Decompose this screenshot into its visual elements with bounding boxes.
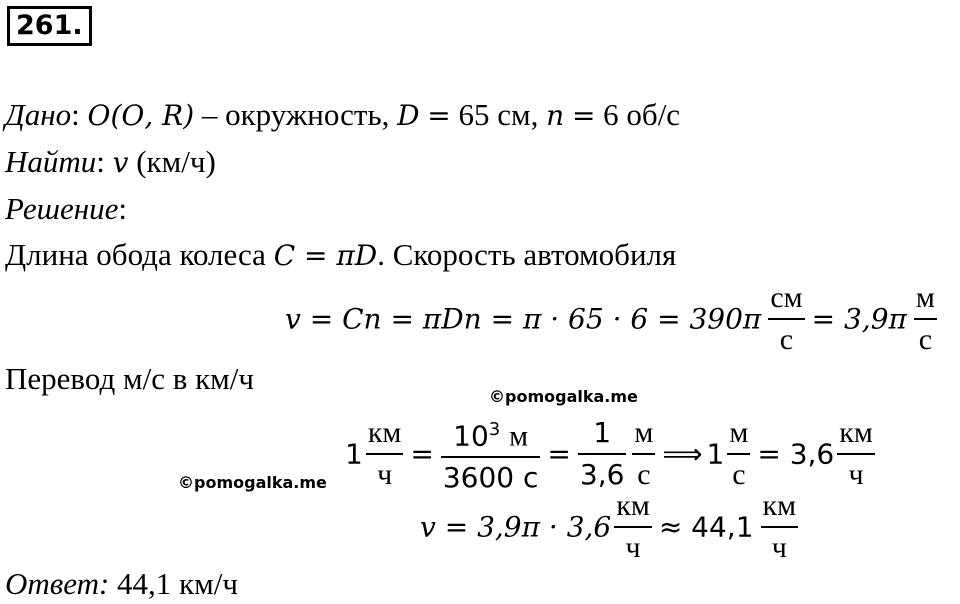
conv-km2: км (839, 416, 873, 450)
conv-fraction-m-s-2 (727, 413, 750, 495)
given-eq-2: = (571, 99, 596, 132)
given-n-value: 6 об/с (603, 97, 681, 132)
conv-one-2: 1 (706, 437, 725, 471)
final-approx: ≈ 44,1 (658, 510, 754, 544)
final-h2: ч (761, 526, 799, 568)
final-lhs: 𝑣 = 3,9𝜋 · 3,6 (420, 510, 612, 544)
final-fraction-1 (614, 486, 652, 568)
rim-formula: 𝐶 = 𝜋𝐷 (273, 239, 378, 272)
conv-implies: ⟹ (662, 437, 703, 471)
velocity-fraction-2-num: м (915, 281, 935, 314)
given-dash-text: – окружность, (201, 97, 390, 132)
velocity-fraction-1 (768, 278, 804, 360)
solution-line (5, 191, 127, 227)
conv-one: 1 (345, 437, 363, 471)
conv-big-num (441, 410, 541, 456)
final-km2: км (762, 489, 797, 522)
conv-m: м (509, 419, 529, 453)
answer-line (5, 566, 238, 602)
final-fraction-2 (761, 486, 799, 568)
rim-text-1: Длина обода колеса (5, 237, 266, 272)
final-equation (420, 486, 801, 568)
conv-s3: с (727, 453, 750, 495)
convert-line: Перевод м/с в км/ч (5, 361, 254, 396)
given-d-var: 𝐷 (397, 99, 420, 132)
conv-big-den: 3600 с (441, 456, 541, 498)
conv-km: км (367, 416, 402, 450)
conv-pow-exp: 3 (488, 419, 501, 440)
conv-m2: м (634, 416, 654, 450)
given-n-var: 𝑛 (546, 99, 565, 132)
find-label: Найти (5, 144, 97, 179)
velocity-fraction-1-num: см (770, 281, 803, 314)
conv-f3-num: 1 (593, 416, 612, 450)
conv-eq-3: = 3,6 (757, 437, 835, 471)
given-eq-1: = (427, 99, 451, 132)
given-line (5, 97, 680, 134)
velocity-mid: = 3,9𝜋 (811, 302, 907, 336)
find-line (5, 144, 216, 181)
velocity-equation (285, 278, 940, 360)
find-units: (км/ч) (136, 144, 216, 179)
conv-h2: ч (837, 453, 875, 495)
find-var: 𝑣 (112, 146, 129, 179)
conv-f3-den: 3,6 (578, 453, 627, 495)
velocity-fraction-1-den: с (768, 318, 804, 360)
conv-fraction-m-s (632, 413, 655, 495)
solution-label: Решение (5, 191, 119, 226)
answer-value: 44,1 км/ч (117, 566, 238, 601)
rim-line (5, 237, 676, 274)
velocity-fraction-2 (914, 278, 937, 360)
conv-s2: с (632, 453, 655, 495)
conv-fraction-km-h (366, 413, 404, 495)
velocity-fraction-2-den: с (914, 318, 937, 360)
solution-colon: : (118, 191, 127, 226)
answer-label: Ответ: (5, 566, 110, 601)
conv-fraction-3 (578, 413, 627, 495)
given-d-value: 65 см, (458, 97, 539, 132)
problem-number: 261. (7, 6, 92, 46)
final-km: км (616, 489, 650, 522)
given-colon: : (71, 97, 80, 132)
conv-eq-2: = (547, 437, 571, 471)
watermark-2: ©pomogalka.me (178, 473, 327, 492)
given-circle: 𝑂(𝑂, 𝑅) (87, 99, 195, 132)
conv-pow-base: 10 (453, 419, 489, 453)
given-label: Дано (5, 97, 72, 132)
watermark-1: ©pomogalka.me (489, 387, 638, 406)
conv-eq-1: = (410, 437, 434, 471)
final-h: ч (614, 526, 652, 568)
conv-fraction-km-h-2 (837, 413, 875, 495)
conv-h: ч (366, 453, 404, 495)
rim-text-2: . Скорость автомобиля (377, 237, 677, 272)
find-colon: : (96, 144, 105, 179)
conv-m3: м (729, 416, 749, 450)
velocity-lhs: 𝑣 = 𝐶𝑛 = 𝜋𝐷𝑛 = 𝜋 · 65 · 6 = 390𝜋 (285, 302, 762, 336)
